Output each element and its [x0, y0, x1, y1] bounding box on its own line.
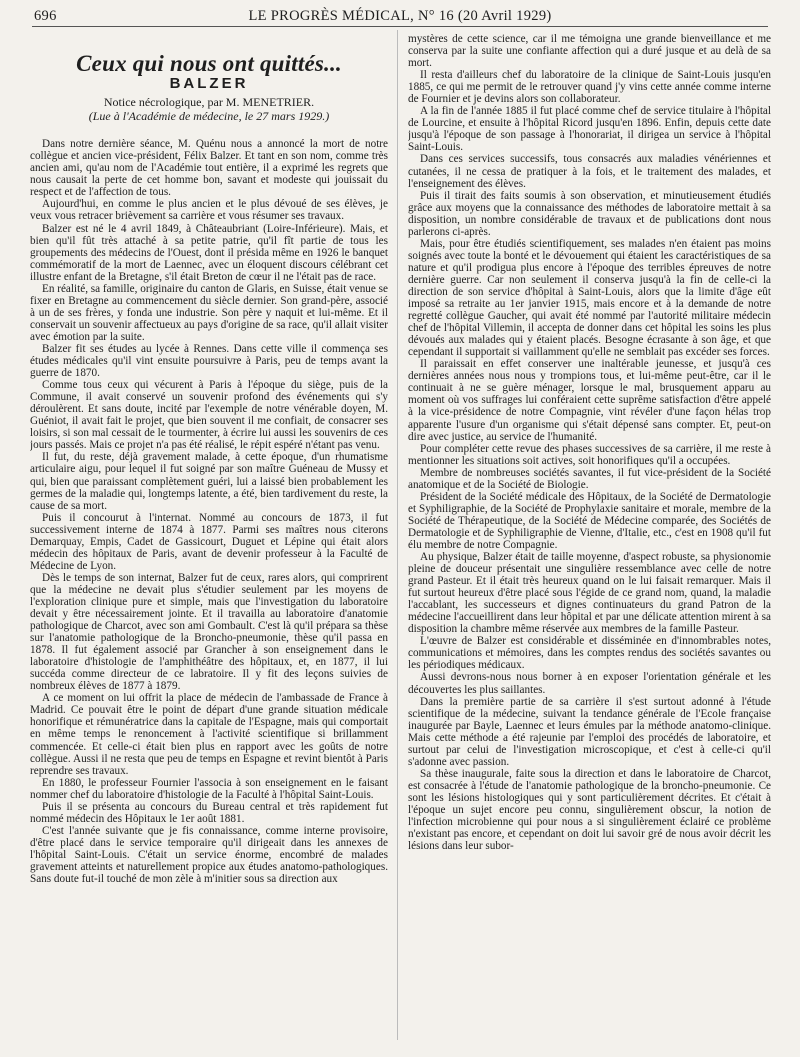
article-subject: BALZER [169, 75, 249, 93]
paragraph: A ce moment on lui offrit la place de médecin de l'ambassade de France à Madrid. Ce pouvait être le point de départ d'une grande situation médicale honorifique et rémunératrice dans la capitale de l'Espagne, mais qui comportait en même temps le renoncement à l'activité scientifique si brillamment commencée. Et celle-ci était bien plus en rapport avec les goûts de notre collègue. Aussi il ne resta que peu de temps en Espagne et revint bientôt à Paris reprendre ses travaux. [30, 692, 388, 777]
paragraph: Il resta d'ailleurs chef du laboratoire de la clinique de Saint-Louis jusqu'en 1885, ce qui me permit de le retrouver quand j'y vins cette année comme interne de Fournier et je devins alors son collaborateur. [408, 69, 771, 106]
paragraph: Au physique, Balzer était de taille moyenne, d'aspect robuste, sa physionomie pleine de douceur présentait une singulière ressemblance avec celle de notre grand Pasteur. Et il était très heureux quand on le lui faisait remarquer. Mais il fut surtout heureux d'être placé sous l'égide de ce grand nom, quand, la maladie l'accablant, les successeurs et dignes continuateurs du grand Patron de la médecine l'accueillirent dans leur hôpital et par une délicate attention mirent à sa disposition la chambre même réservée aux membres de la famille Pasteur. [408, 551, 771, 636]
paragraph: Balzer est né le 4 avril 1849, à Châteaubriant (Loire-Inférieure). Mais, et bien qu'il fût très attaché à sa petite patrie, qu'il fît partie de tous les groupements des médecins de l'Ouest, dont il présida même en 1926 le banquet commémoratif de la mort de Laennec, avec un éloquent discours célébrant cet illustre enfant de la Bretagne, s'il était Breton de cœur il ne l'était pas de race. [30, 222, 388, 283]
paragraph: Sa thèse inaugurale, faite sous la direction et dans le laboratoire de Charcot, est consacrée à l'étude de l'anatomie pathologique de la broncho-pneumonie. Ce sont les lésions histologiques qui y sont particulièrement décrites. Et c'était à l'époque un sujet encore peu connu, singulièrement obscur, la notion de l'infection microbienne qui pour nous a si singulièrement éclairé ce problème n'existant pas encore, et cependant on doit lui savoir gré de nous avoir décrit les lésions dans leur subor- [408, 767, 771, 853]
paragraph: Dès le temps de son internat, Balzer fut de ceux, rares alors, qui comprirent que la médecine ne devait plus s'étudier seulement par les moyens de l'exploration clinique pure et simple, mais que l'investigation du laboratoire devait y être nécessairement jointe. Et il travailla au laboratoire d'anatomie pathologique de Charcot, avec son ami Gombault. C'est là qu'il prépara sa thèse sur l'anatomie pathologique de la Broncho-pneumonie, thèse qu'il passa en 1878. Il fut également associé par Grancher à son enseignement dans le laboratoire d'histologie de l'amphithéâtre des hôpitaux, et, en 1877, il lui succéda comme directeur de ce labratoire. Il y fit des leçons suivies de nombreux élèves de 1877 à 1879. [30, 571, 388, 693]
paragraph: Dans notre dernière séance, M. Quénu nous a annoncé la mort de notre collègue et ancien vice-président, Félix Balzer. Et tant en son nom, comme très ancien ami, qu'au nom de l'Académie tout entière, il a exprimé les regrets que nous causait la perte de cet homme bon, savant et modeste qui jouissait du respect et de l'affection de tous. [30, 138, 388, 199]
paragraph: Il fut, du reste, déjà gravement malade, à cette époque, d'un rhumatisme articulaire aigu, pour lequel il fut soigné par son maître Guéneau de Mussy et qui, bien que paraissant complètement guéri, lui a laissé bien probablement les germes de la maladie qui, longtemps latente, a été, bien tardivement du reste, la cause de sa mort. [30, 451, 388, 512]
article-title: Ceux qui nous ont quittés... [76, 51, 342, 76]
paragraph: Il paraissait en effet conserver une inaltérable jeunesse, et jusqu'à ces dernières années nous nous y trompions tous, et lui-même peut-être, car il le continuait à ne se guère ménager, lorsque le mal, brusquement apparu au moment où vos suffrages lui conféraient cette suprême satisfaction d'être appelé à la vice-présidence de notre Compagnie, vint révéler d'une façon hélas trop apparente l'usure d'un organisme qui s'était dépensé sans compter. Et, peut-on dire avec justice, au service de l'humanité. [408, 358, 771, 443]
paragraph: Dans la première partie de sa carrière il s'est surtout adonné à l'étude scientifique de la médecine, suivant la tendance générale de l'Ecole française inaugurée par Bayle, Laennec et leurs émules par la méthode anatomo-clinique. Mais cette méthode a été rajeunie par l'emploi des procédés de laboratoire, et surtout par celui de l'investigation microscopique, et c'est à celle-ci qu'il s'adonne avec passion. [408, 695, 771, 768]
paragraph: Balzer fit ses études au lycée à Rennes. Dans cette ville il commença ses études médicales qu'il vint ensuite poursuivre à Paris, peu de temps avant la guerre de 1870. [30, 342, 388, 380]
paragraph: Président de la Société médicale des Hôpitaux, de la Société de Dermatologie et Syphiligraphie, de la Société de Prophylaxie sanitaire et morale, membre de la Société de Thérapeutique, de la Société de Médecine comparée, des Sociétés de Dermatologie et de Syphiligraphie de Vienne, d'Italie, etc., c'est en 1908 qu'il fut élu membre de notre Compagnie. [408, 490, 771, 551]
article-notice: Notice nécrologique, par M. MENETRIER. [103, 95, 315, 110]
left-column [30, 34, 388, 1044]
right-column [408, 33, 771, 1043]
paragraph: L'œuvre de Balzer est considérable et disséminée en d'innombrables notes, communications et mémoires, dans les comptes rendus des sociétés savantes ou les périodiques médicaux. [408, 635, 771, 672]
page-number: 696 [34, 8, 57, 24]
paragraph: Puis il tirait des faits soumis à son observation, et minutieusement étudiés grâce aux moyens que la connaissance des méthodes de laboratoire mettait à sa disposition, un nombre considérable de travaux et de publications dont nous parlerons ci-après. [408, 189, 771, 238]
running-head [30, 6, 770, 26]
paragraph: Aussi devrons-nous nous borner à en exposer l'orientation générale et les découvertes les plus saillantes. [408, 671, 771, 696]
paragraph: En réalité, sa famille, originaire du canton de Glaris, en Suisse, était venue se fixer en Bretagne au commencement du siècle dernier. Son grand-père, associé à un de ses frères, y fonda une industrie. Son père y naquit et lui-même. Et il conservait un souvenir affectueux au pays d'origine de sa race, qu'il allait visiter avec émotion par la suite. [30, 282, 388, 343]
paragraph: Membre de nombreuses sociétés savantes, il fut vice-président de la Société anatomique et de la Société de Biologie. [408, 466, 771, 491]
paragraph: Aujourd'hui, en comme le plus ancien et le plus dévoué de ses élèves, je veux vous retracer brièvement sa carrière et vous résumer ses travaux. [30, 198, 388, 223]
paragraph: C'est l'année suivante que je fis connaissance, comme interne provisoire, d'être placé dans le service temporaire qu'il dirigeait dans les annexes de l'hôpital Saint-Louis. C'était un service énorme, encombré de malades gravement atteints et naturellement propice aux études anatomo-pathologiques. Sans doute fut-il touché de mon zèle à m'initier sous sa direction aux [30, 824, 388, 886]
paragraph: Comme tous ceux qui vécurent à Paris à l'époque du siège, puis de la Commune, il avait conservé un souvenir profond des événements qui s'y déroulèrent. Et sans doute, incité par l'exemple de notre vénérable doyen, M. Guéniot, il avait fait le projet, que bien souvent il me confiait, de consacrer ses loisirs, si son mal cessait de le tourmenter, à écrire lui aussi les souvenirs de ces jours passés. Mais ce projet n'a pas été réalisé, le répit espéré n'étant pas venu. [30, 379, 388, 452]
paragraph: Puis il se présenta au concours du Bureau central et très rapidement fut nommé médecin des Hôpitaux le 1er août 1881. [30, 800, 388, 825]
article-read-at: (Lue à l'Académie de médecine, le 27 mars 1929.) [88, 109, 330, 124]
paragraph: Pour compléter cette revue des phases successives de sa carrière, il me reste à mentionner les situations soit actives, soit honorifiques qu'il a occupées. [408, 442, 771, 467]
paragraph: En 1880, le professeur Fournier l'associa à son enseignement en le faisant nommer chef du laboratoire d'histologie de la Faculté à l'hôpital Saint-Louis. [30, 776, 388, 801]
paragraph: A la fin de l'année 1885 il fut placé comme chef de service titulaire à l'hôpital de Lourcine, et ensuite à l'hôpital Ricord jusqu'en 1896. Enfin, depuis cette date jusqu'à l'époque de son passage à l'honorariat, il dirigea un service à l'hôpital Saint-Louis. [408, 105, 771, 154]
journal-title: LE PROGRÈS MÉDICAL, N° 16 (20 Avril 1929) [248, 8, 552, 24]
paragraph: Mais, pour être étudiés scientifiquement, ses malades n'en étaient pas moins soignés avec toute la bonté et le dévouement qui étaient les caractéristiques de sa nature et qu'il prodigua plus encore à l'époque des terribles épreuves de notre dernière guerre. Car non seulement il conserva jusqu'à la fin de celle-ci la direction de son service d'hôpital à Saint-Louis, alors que la limite d'âge eût imposé sa retraite au 1er janvier 1915, mais encore et à la demande de notre regretté collègue Gaucher, qui avait été nommé par l'autorité militaire médecin chef de l'hôpital Villemin, il accepta de donner dans cet hôpital les soins les plus dévoués aux malades qui y étaient placés. Besogne écrasante à son âge, et que cependant il supportait si vaillamment qu'elle ne semblait pas excéder ses forces. [408, 237, 771, 359]
paragraph: Puis il concourut à l'internat. Nommé au concours de 1873, il fut successivement interne de 1874 à 1877. Parmi ses maîtres nous citerons Demarquay, Empis, Cadet de Gassicourt, Duguet et Lépine qui était alors médecin des hôpitaux de Paris, avant de devenir professeur à la Faculté de Médecine de Lyon. [30, 511, 388, 572]
paragraph: mystères de cette science, car il me témoigna une grande bienveillance et me conserva par la suite une confiante affection qui a duré jusque et au delà de sa mort. [408, 33, 771, 70]
header-rule [32, 26, 768, 27]
paragraph: Dans ces services successifs, tous consacrés aux maladies vénériennes et cutanées, il ne cessa de pratiquer à la fois, et le traitement des malades, et l'enseignement des élèves. [408, 153, 771, 190]
column-divider [397, 30, 398, 1040]
